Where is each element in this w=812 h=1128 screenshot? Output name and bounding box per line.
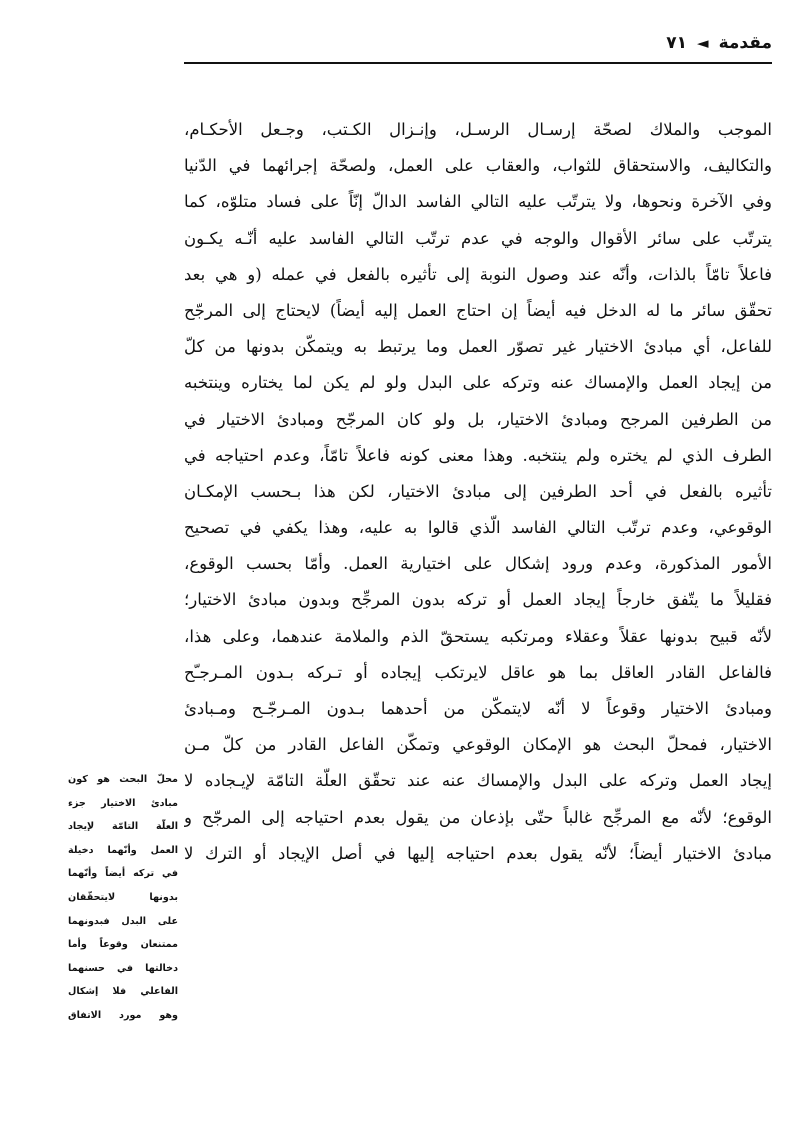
body-line: ومبادئ الاختيار وقوعاً لا أنّه لايتمكّن من أحدهما بـدون المـرجّـح ومـبادئ: [184, 699, 772, 718]
margin-note-line: ممتنعان وقوعاً وأما: [68, 939, 178, 951]
body-line: للفاعل، أي مبادئ الاختيار غير تصوّر العمل وما يرتبط به ويتمكّن بدونها من كلّ: [184, 337, 772, 357]
triangle-marker-icon: ◄: [697, 34, 709, 52]
section-title: مقدمة: [718, 33, 772, 53]
body-line: تحقّق سائر ما له الدخل فيه أيضاً إن احتاج العمل إليه أيضاً) لايحتاج إلى المرجّح: [184, 300, 772, 320]
body-line: والتكاليف، والاستحقاق للثواب، والعقاب على العمل، ولصحّة إجرائهما في الدّنيا: [184, 156, 772, 176]
margin-note-line: العلّة التامّة لإيجاد: [68, 821, 178, 833]
body-line: من الطرفين المرجح ومبادئ الاختيار، بل ولو كان المرجّح ومبادئ الاختيار في: [184, 409, 772, 429]
body-line: وفي الآخرة ونحوها، ولا يترتّب عليه التالي الفاسد الدالّ إنّاً على فساد متلوّه، كما: [184, 192, 772, 212]
margin-note-line: مبادئ الاختيار جزء: [68, 797, 178, 809]
margin-note-line: بدونها لايتحقّقان: [68, 891, 178, 903]
margin-note-line: الفاعلي فلا إشكال: [68, 986, 178, 998]
margin-note-line: في تركه أيضاً وأنّهما: [68, 868, 178, 880]
body-line: فقليلاً ما يتّفق خارجاً إيجاد العمل أو تركه بدون المرجِّح وبدون مبادئ الاختيار؛: [184, 590, 772, 610]
body-line: الطرف الذي لم يختره ولم ينتخبه. وهذا معنى كونه فاعلاً تامّاً، وعدم احتياجه في: [184, 445, 772, 465]
margin-note-line: محلّ البحث هو كون: [68, 774, 178, 785]
margin-note-line: على البدل فبدونهما: [68, 915, 178, 927]
margin-note-line: العمل وأنّهما دخيلة: [68, 844, 178, 856]
margin-note-line: وهو مورد الاتفاق: [68, 1009, 178, 1021]
body-line: تأثيره بالفعل في أحد الطرفين إلى مبادئ الاختيار، لكن هذا بـحسب الإمكـان: [184, 481, 772, 501]
page-header: [184, 28, 772, 58]
margin-note: [68, 768, 178, 1028]
main-body-text: [184, 112, 772, 872]
body-line: الموجب والملاك لصحّة إرسـال الرسـل، وإنـزال الكـتب، وجـعل الأحكـام،: [184, 120, 772, 139]
body-line: مبادئ الاختيار أيضاً؛ لأنّه يقول بعدم احتياجه إليها في أصل الإيجاد أو الترك لا: [184, 843, 772, 863]
body-line: الاختيار، فمحلّ البحث هو الإمكان الوقوعي وتمكّن الفاعل القادر من كلّ مـن: [184, 735, 772, 755]
body-line: فاعلاً تامّاً بالذات، وأنّه عند وصول النوبة إلى تأثيره بالفعل في عمله (و هي بعد: [184, 264, 772, 284]
header-divider: [184, 62, 772, 64]
page-number: ٧١: [666, 33, 688, 53]
body-line: الوقوعي، وعدم ترتّب التالي الفاسد الّذي قالوا به عليه، وهذا يكفي في تصحيح: [184, 518, 772, 538]
body-line: من إيجاد العمل والإمساك عنه وتركه على البدل ولو لم يكن لما يختاره وينتخبه: [184, 373, 772, 393]
body-line: الوقوع؛ لأنّه مع المرجِّح غالباً حتّى بإذعان من يقول بعدم احتياجه إلى المرجّح و: [184, 807, 772, 827]
body-line: يترتّب على سائر الأقوال والوجه في عدم ترتّب التالي الفاسد عليه أنّـه يكـون: [184, 228, 772, 248]
body-line: فالفاعل القادر العاقل بما هو عاقل لايرتكب إيجاده أو تـركه بـدون المـرجـّح: [184, 662, 772, 682]
body-line: الأمور المذكورة، وعدم ورود إشكال على اختيارية العمل. وأمّا بحسب الوقوع،: [184, 554, 772, 574]
body-line: إيجاد العمل وتركه على البدل والإمساك عنه عند تحقّق العلّة التامّة لإيـجاده لا: [184, 771, 772, 791]
margin-note-line: دخالتها في حسنهما: [68, 962, 178, 974]
body-line: لأنّه قبيح بدونها عقلاً وعقلاء ومرتكبه يستحقّ الذم والملامة عندهما، وعلى هذا،: [184, 626, 772, 646]
